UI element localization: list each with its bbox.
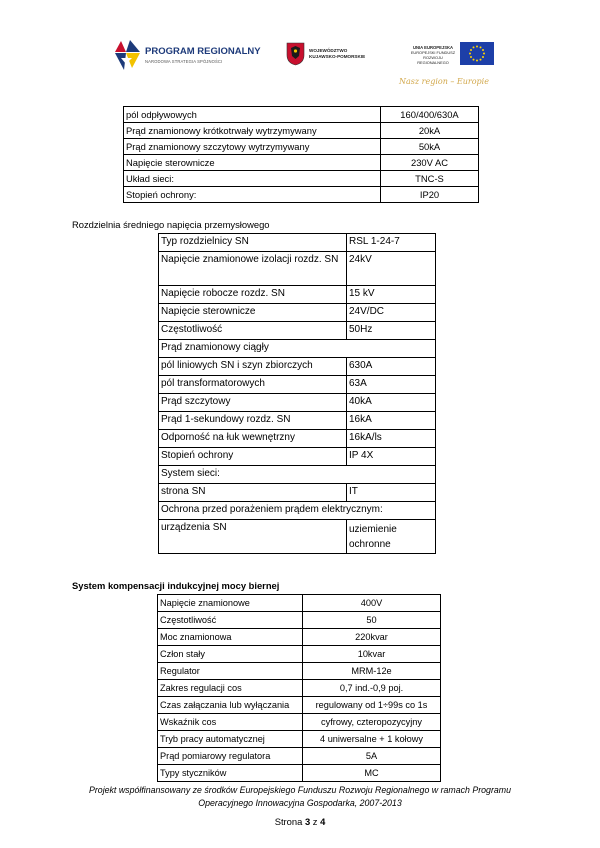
row-label: strona SN xyxy=(159,484,347,502)
row-value: 0,7 ind.-0,9 poj. xyxy=(303,680,441,697)
row-label: urządzenia SN xyxy=(159,520,347,554)
row-value: MRM-12e xyxy=(303,663,441,680)
program-regionalny-subtitle: NARODOWA STRATEGIA SPÓJNOŚCI xyxy=(145,59,223,64)
row-value: 5A xyxy=(303,748,441,765)
row-value: IP20 xyxy=(381,187,479,203)
row-label: pól odpływowych xyxy=(124,107,381,123)
table-row xyxy=(124,187,479,203)
table-row xyxy=(158,714,441,731)
row-value: RSL 1-24-7 xyxy=(347,234,436,252)
row-value: 24V/DC xyxy=(347,304,436,322)
table-row xyxy=(159,430,436,448)
table-row xyxy=(159,502,436,520)
table-row xyxy=(159,448,436,466)
region-coat-of-arms-icon xyxy=(286,42,305,66)
row-label: Prąd znamionowy krótkotrwały wytrzymywany xyxy=(124,123,381,139)
program-regionalny-logo xyxy=(112,38,261,76)
table-row xyxy=(158,629,441,646)
program-regionalny-title: PROGRAM REGIONALNY xyxy=(145,46,261,57)
row-label: Regulator xyxy=(158,663,303,680)
row-label: Prąd znamionowy szczytowy wytrzymywany xyxy=(124,139,381,155)
program-regionalny-star-icon xyxy=(112,38,142,72)
slogan: Nasz region – Europie xyxy=(399,77,489,86)
row-value: 50 xyxy=(303,612,441,629)
row-value: 16kA/ls xyxy=(347,430,436,448)
table-row xyxy=(124,123,479,139)
table-row xyxy=(158,731,441,748)
row-value: 630A xyxy=(347,358,436,376)
row-label: pól liniowych SN i szyn zbiorczych xyxy=(159,358,347,376)
table-row xyxy=(159,466,436,484)
section-title-compensation: System kompensacji indukcyjnej mocy biernej xyxy=(72,580,280,591)
row-label: Stopień ochrony: xyxy=(124,187,381,203)
row-value: 400V xyxy=(303,595,441,612)
table-row xyxy=(124,139,479,155)
table-row xyxy=(124,171,479,187)
row-label: Napięcie znamionowe xyxy=(158,595,303,612)
row-label: Układ sieci: xyxy=(124,171,381,187)
row-value: 220kvar xyxy=(303,629,441,646)
row-value: uziemienie ochronne xyxy=(347,520,436,554)
row-value: 50kA xyxy=(381,139,479,155)
eu-flag-icon xyxy=(460,42,494,65)
row-label: Napięcie znamionowe izolacji rozdz. SN xyxy=(159,252,347,286)
row-label: Napięcie sterownicze xyxy=(124,155,381,171)
table-row xyxy=(159,412,436,430)
row-label: Odporność na łuk wewnętrzny xyxy=(159,430,347,448)
table-row xyxy=(159,304,436,322)
table-row xyxy=(158,765,441,782)
row-label: System sieci: xyxy=(159,466,436,484)
row-label: Napięcie sterownicze xyxy=(159,304,347,322)
row-label: Zakres regulacji cos xyxy=(158,680,303,697)
row-value: IP 4X xyxy=(347,448,436,466)
table-row xyxy=(158,612,441,629)
row-label: Prąd pomiarowy regulatora xyxy=(158,748,303,765)
table-row xyxy=(159,234,436,252)
row-value: regulowany od 1÷99s co 1s xyxy=(303,697,441,714)
table-row xyxy=(159,252,436,286)
row-label: Stopień ochrony xyxy=(159,448,347,466)
page-number: Strona 3 z 4 xyxy=(274,816,326,827)
row-label: Prąd 1-sekundowy rozdz. SN xyxy=(159,412,347,430)
row-label: Napięcie robocze rozdz. SN xyxy=(159,286,347,304)
row-value: 63A xyxy=(347,376,436,394)
row-label: Czas załączania lub wyłączania xyxy=(158,697,303,714)
row-value: TNC-S xyxy=(381,171,479,187)
eu-logo xyxy=(408,42,493,70)
region-name: WOJEWÓDZTWO KUJAWSKO-POMORSKIE xyxy=(309,48,366,59)
row-value: 10kvar xyxy=(303,646,441,663)
row-value: 40kA xyxy=(347,394,436,412)
row-label: Prąd znamionowy ciągły xyxy=(159,340,436,358)
row-value: IT xyxy=(347,484,436,502)
row-label: Człon stały xyxy=(158,646,303,663)
table-row xyxy=(159,340,436,358)
row-label: Prąd szczytowy xyxy=(159,394,347,412)
table-row xyxy=(158,646,441,663)
row-label: Tryb pracy automatycznej xyxy=(158,731,303,748)
row-label: Moc znamionowa xyxy=(158,629,303,646)
row-value: 15 kV xyxy=(347,286,436,304)
funding-footer: Projekt współfinansowany ze środków Europejskiego Funduszu Rozwoju Regionalnego w ramach Programu Operacyjnego Innowacyjna Gospodarka, 2007-2013 xyxy=(89,785,511,808)
row-value: 4 uniwersalne + 1 kołowy xyxy=(303,731,441,748)
row-value: 16kA xyxy=(347,412,436,430)
row-label: Częstotliwość xyxy=(159,322,347,340)
row-label: pól transformatorowych xyxy=(159,376,347,394)
table-row xyxy=(124,155,479,171)
row-value: 160/400/630A xyxy=(381,107,479,123)
table-row xyxy=(158,680,441,697)
table-row xyxy=(158,748,441,765)
region-logo xyxy=(286,42,381,72)
row-label: Ochrona przed porażeniem prądem elektrycznym: xyxy=(159,502,436,520)
eu-text: UNIA EUROPEJSKA EUROPEJSKI FUNDUSZ ROZWOJU REGIONALNEGO xyxy=(410,45,456,65)
row-value: MC xyxy=(303,765,441,782)
table-row xyxy=(124,107,479,123)
row-label: Wskaźnik cos xyxy=(158,714,303,731)
section-title-medium-voltage: Rozdzielnia średniego napięcia przemysłowego xyxy=(72,219,270,230)
table-row xyxy=(159,286,436,304)
table-row xyxy=(159,484,436,502)
table-row xyxy=(158,697,441,714)
medium-voltage-switchgear-table xyxy=(158,233,436,554)
table-row xyxy=(159,520,436,554)
row-value: 50Hz xyxy=(347,322,436,340)
row-value: 24kV xyxy=(347,252,436,286)
switchgear-continued-table xyxy=(123,106,479,203)
table-row xyxy=(159,322,436,340)
row-label: Typy styczników xyxy=(158,765,303,782)
compensation-system-table xyxy=(157,594,441,782)
table-row xyxy=(158,663,441,680)
table-row xyxy=(158,595,441,612)
row-value: 230V AC xyxy=(381,155,479,171)
table-row xyxy=(159,358,436,376)
row-label: Częstotliwość xyxy=(158,612,303,629)
row-value: 20kA xyxy=(381,123,479,139)
table-row xyxy=(159,376,436,394)
row-label: Typ rozdzielnicy SN xyxy=(159,234,347,252)
row-value: cyfrowy, czteropozycyjny xyxy=(303,714,441,731)
table-row xyxy=(159,394,436,412)
